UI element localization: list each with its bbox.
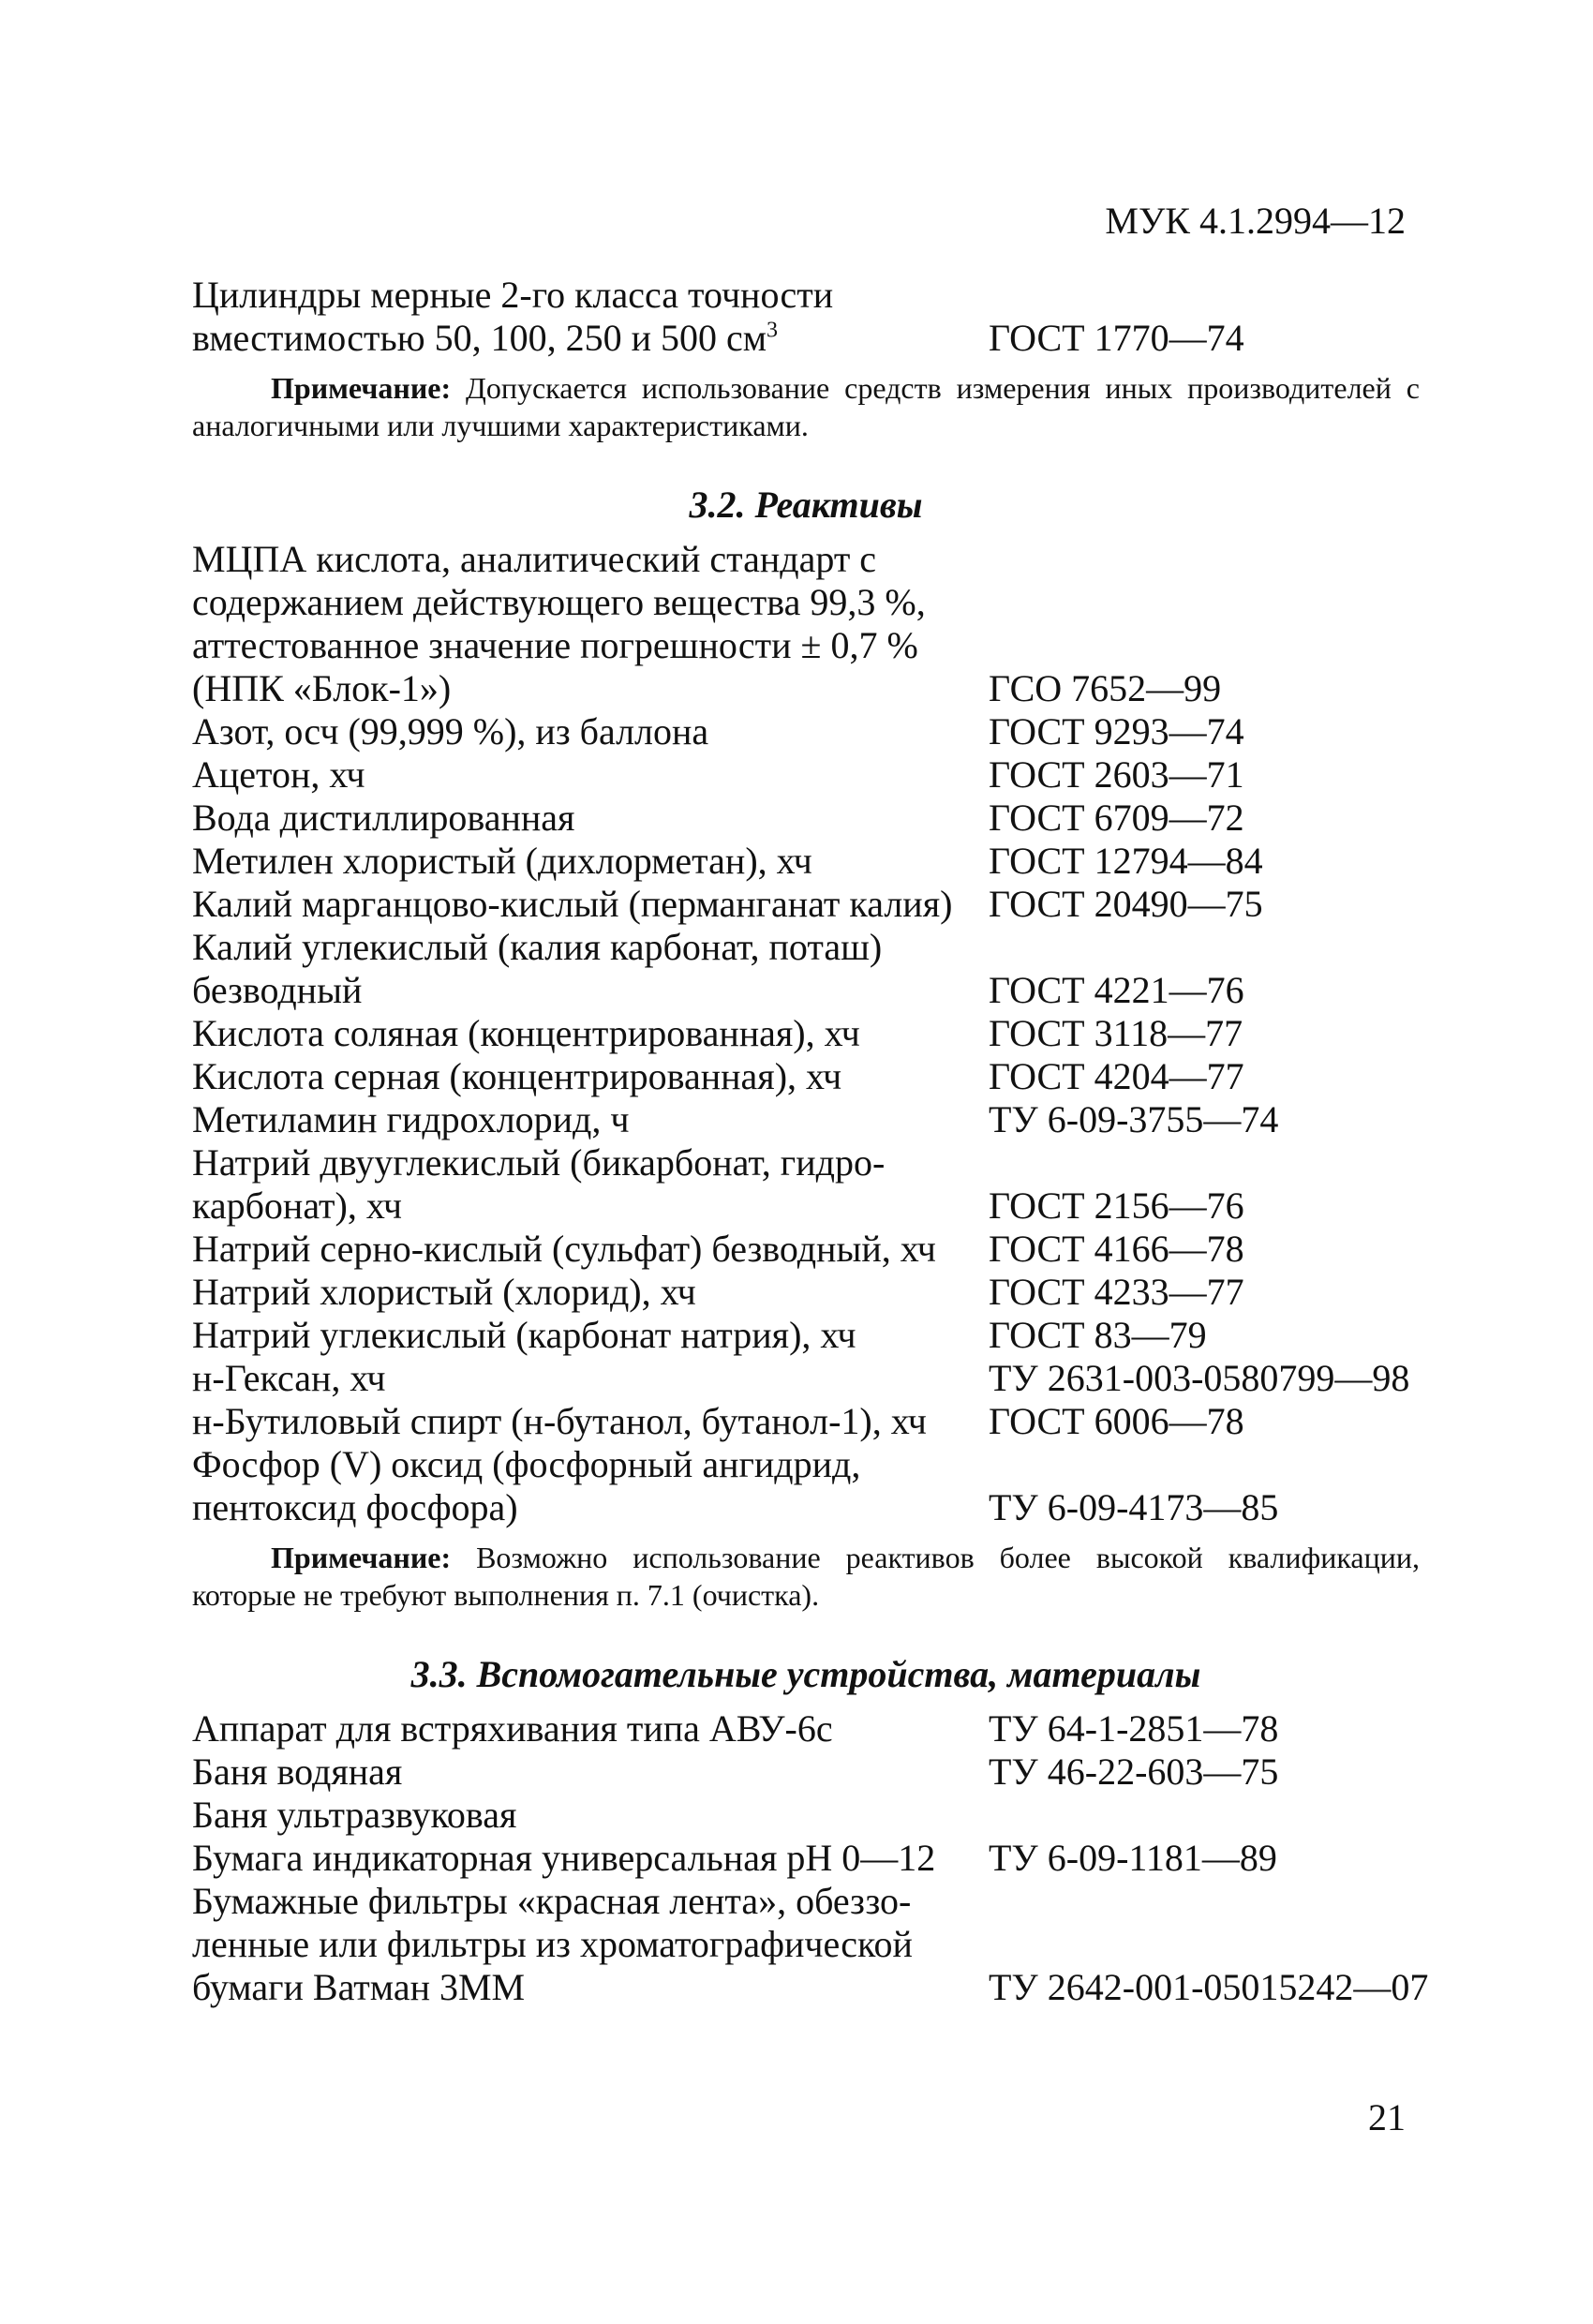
note-text: Допускается использование средств измерения иных производителей с аналогичными или лучшими характеристиками. — [192, 371, 1420, 442]
item-name: Кислота соляная (концентрированная), хч — [192, 1012, 860, 1054]
item-standard: ГОСТ 4233—77 — [989, 1271, 1244, 1313]
item-name: Натрий двууглекислый (бикарбонат, гидро- карбонат), хч — [192, 1141, 886, 1227]
item-standard: ГОСТ 4204—77 — [989, 1055, 1244, 1097]
item-standard: ГОСТ 83—79 — [989, 1314, 1207, 1356]
note-label: Примечание: — [271, 371, 452, 405]
item-name: Кислота серная (концентрированная), хч — [192, 1055, 842, 1097]
list-item — [192, 1443, 1420, 1529]
item-name: Вода дистиллированная — [192, 797, 575, 839]
list-item — [192, 840, 1420, 883]
item-standard: ГОСТ 4166—78 — [989, 1228, 1244, 1270]
item-name: Азот, осч (99,999 %), из баллона — [192, 710, 709, 752]
item-name: н-Бутиловый спирт (н-бутанол, бутанол-1), хч — [192, 1400, 927, 1442]
item-name: Натрий серно-кислый (сульфат) безводный, хч — [192, 1228, 936, 1270]
item-standard: ГОСТ 6006—78 — [989, 1400, 1244, 1442]
item-standard: ТУ 6-09-3755—74 — [989, 1098, 1279, 1140]
section-title-auxiliary: 3.3. Вспомогательные устройства, материалы — [410, 1653, 1201, 1695]
note-label: Примечание: — [271, 1541, 452, 1574]
item-name: Натрий хлористый (хлорид), хч — [192, 1271, 696, 1313]
item-standard: ТУ 6-09-4173—85 — [989, 1486, 1279, 1528]
list-item — [192, 1794, 1420, 1837]
intro-item-text: Цилиндры мерные 2-го класса точности вместимостью 50, 100, 250 и 500 см — [192, 274, 834, 359]
page-number: 21 — [1368, 2096, 1406, 2138]
list-item — [192, 797, 1420, 840]
item-name: Метиламин гидрохлорид, ч — [192, 1098, 630, 1140]
item-standard: ГОСТ 9293—74 — [989, 710, 1244, 752]
reagents-note — [192, 1539, 1420, 1614]
list-item — [192, 538, 1420, 710]
list-item — [192, 753, 1420, 797]
item-name: Фосфор (V) оксид (фосфорный ангидрид, пентоксид фосфора) — [192, 1443, 861, 1528]
item-name: Бумага индикаторная универсальная рН 0—12 — [192, 1837, 936, 1879]
list-item — [192, 883, 1420, 926]
page-content — [192, 274, 1429, 2009]
document-code: МУК 4.1.2994—12 — [1105, 200, 1406, 242]
auxiliary-list — [192, 1707, 1429, 2009]
item-standard: ТУ 6-09-1181—89 — [989, 1837, 1277, 1879]
section-title-reagents: 3.2. Реактивы — [689, 484, 923, 526]
list-item — [192, 1750, 1420, 1794]
item-name: Аппарат для встряхивания типа АВУ-6с — [192, 1707, 833, 1750]
list-item — [192, 1271, 1420, 1314]
list-item — [192, 1837, 1420, 1880]
list-item — [192, 1098, 1420, 1141]
item-standard: ГОСТ 6709—72 — [989, 797, 1244, 839]
intro-item-superscript: 3 — [767, 318, 779, 343]
item-standard: ТУ 2631-003-0580799—98 — [989, 1357, 1410, 1399]
intro-item-name — [192, 274, 989, 360]
item-standard: ГОСТ 4221—76 — [989, 969, 1244, 1011]
item-name: Бумажные фильтры «красная лента», обеззо- ленные или фильтры из хроматографической бумаги Ватман 3ММ — [192, 1880, 913, 2008]
item-name: Натрий углекислый (карбонат натрия), хч — [192, 1314, 856, 1356]
item-name: Баня водяная — [192, 1750, 403, 1793]
list-item — [192, 1141, 1420, 1228]
intro-row — [192, 274, 1420, 360]
item-standard: ГСО 7652—99 — [989, 667, 1222, 709]
item-standard: ГОСТ 3118—77 — [989, 1012, 1243, 1054]
note-text: Возможно использование реактивов более высокой квалификации, которые не требуют выполнения п. 7.1 (очистка). — [192, 1541, 1420, 1612]
list-item — [192, 1707, 1420, 1750]
item-name: Ацетон, хч — [192, 753, 365, 796]
item-standard: ГОСТ 12794—84 — [989, 840, 1263, 882]
item-standard: ГОСТ 2603—71 — [989, 753, 1244, 796]
list-item — [192, 1880, 1429, 2009]
list-item — [192, 1228, 1420, 1271]
item-name: Калий марганцово-кислый (перманганат калия) — [192, 883, 953, 925]
item-name: Калий углекислый (калия карбонат, поташ) безводный — [192, 926, 883, 1011]
list-item — [192, 1357, 1420, 1400]
list-item — [192, 1055, 1420, 1098]
list-item — [192, 710, 1420, 753]
reagents-list — [192, 538, 1420, 1529]
item-name: н-Гексан, хч — [192, 1357, 386, 1399]
list-item — [192, 926, 1420, 1012]
item-standard: ГОСТ 2156—76 — [989, 1184, 1244, 1227]
item-name: Метилен хлористый (дихлорметан), хч — [192, 840, 812, 882]
list-item — [192, 1012, 1420, 1055]
item-standard: ТУ 46-22-603—75 — [989, 1750, 1279, 1793]
intro-item-standard: ГОСТ 1770—74 — [989, 317, 1244, 359]
list-item — [192, 1314, 1420, 1357]
item-standard: ТУ 2642-001-05015242—07 — [989, 1966, 1429, 2008]
item-standard: ТУ 64-1-2851—78 — [989, 1707, 1279, 1750]
item-name: Баня ультразвуковая — [192, 1794, 517, 1836]
item-name: МЦПА кислота, аналитический стандарт с содержанием действующего вещества 99,3 %, аттестованное значение погрешности ± 0,7 % (НПК «Блок-1») — [192, 538, 926, 709]
equipment-note — [192, 369, 1420, 444]
list-item — [192, 1400, 1420, 1443]
item-standard: ГОСТ 20490—75 — [989, 883, 1263, 925]
